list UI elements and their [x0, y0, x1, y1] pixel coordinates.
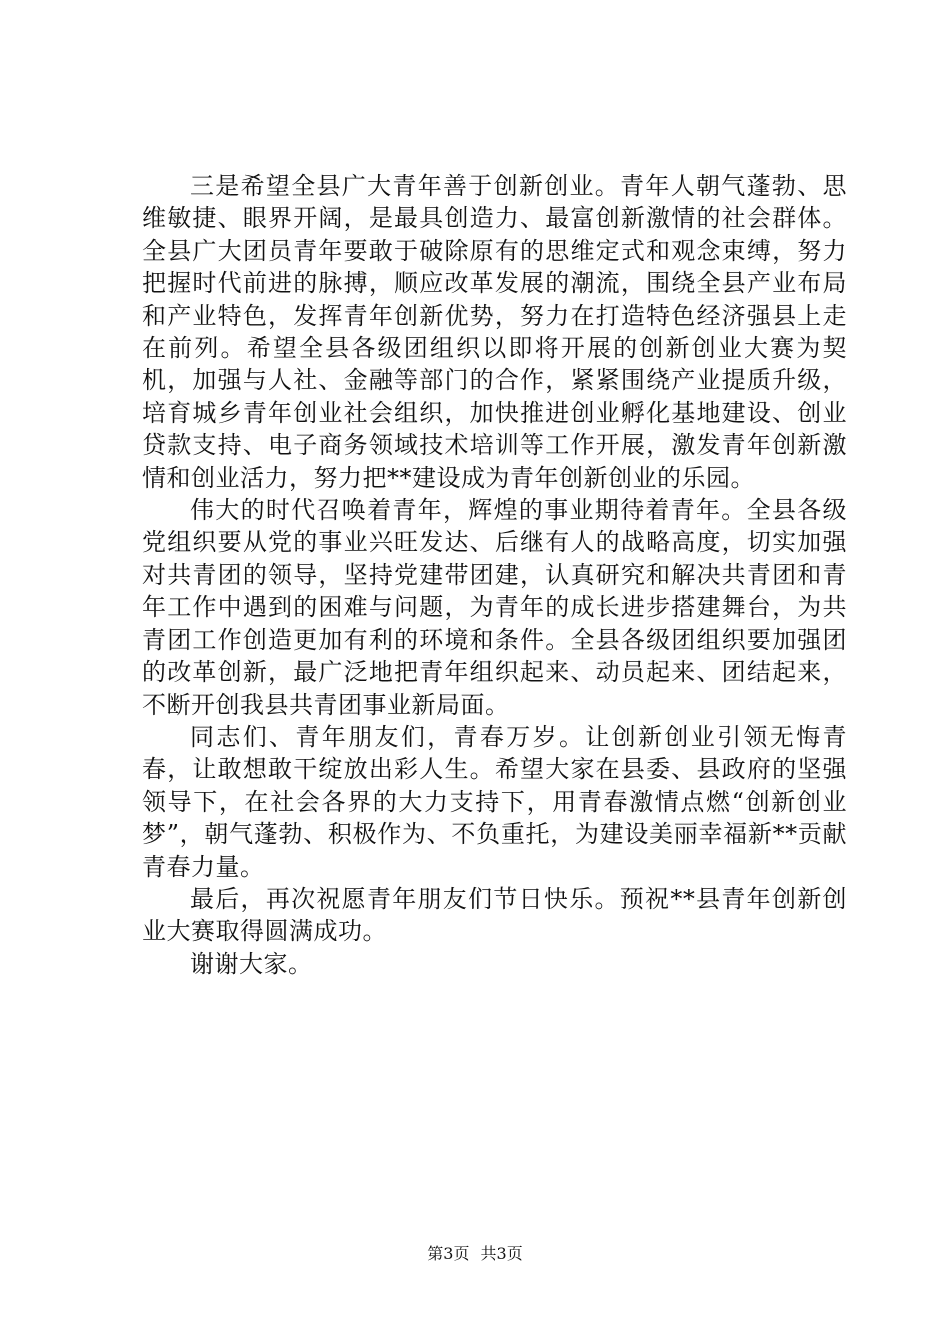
paragraph-5: 谢谢大家。	[190, 949, 313, 978]
paragraph-2: 伟大的时代召唤着青年，辉煌的事业期待着青年。全县各级党组织要从党的事业兴旺发达、后继有人的战略高度，切实加强对共青团的领导，坚持党建带团建，认真研究和解决共青团和青年工作中遇到的困难与问题，为青年的成长进步搭建舞台，为共青团工作创造更加有利的环境和条件。全县各级团组织要加强团的改革创新，最广泛地把青年组织起来、动员起来、团结起来，不断开创我县共青团事业新局面。	[142, 496, 847, 719]
page-total: 共3页	[480, 1244, 523, 1263]
paragraph-4: 最后，再次祝愿青年朋友们节日快乐。预祝**县青年创新创业大赛取得圆满成功。	[142, 884, 847, 946]
document-body	[142, 170, 847, 980]
paragraph-1: 三是希望全县广大青年善于创新创业。青年人朝气蓬勃、思维敏捷、眼界开阔，是最具创造力、最富创新激情的社会群体。全县广大团员青年要敢于破除原有的思维定式和观念束缚，努力把握时代前进的脉搏，顺应改革发展的潮流，围绕全县产业布局和产业特色，发挥青年创新优势，努力在打造特色经济强县上走在前列。希望全县各级团组织以即将开展的创新创业大赛为契机，加强与人社、金融等部门的合作，紧紧围绕产业提质升级，培育城乡青年创业社会组织，加快推进创业孵化基地建设、创业贷款支持、电子商务领域技术培训等工作开展，激发青年创新激情和创业活力，努力把**建设成为青年创新创业的乐园。	[142, 172, 847, 492]
paragraph-3: 同志们、青年朋友们，青春万岁。让创新创业引领无悔青春，让敢想敢干绽放出彩人生。希望大家在县委、县政府的坚强领导下，在社会各界的大力支持下，用青春激情点燃“创新创业梦”，朝气蓬勃、积极作为、不负重托，为建设美丽幸福新**贡献青春力量。	[142, 722, 847, 881]
page-number: 第3页	[427, 1244, 470, 1263]
page-footer	[0, 1244, 950, 1264]
